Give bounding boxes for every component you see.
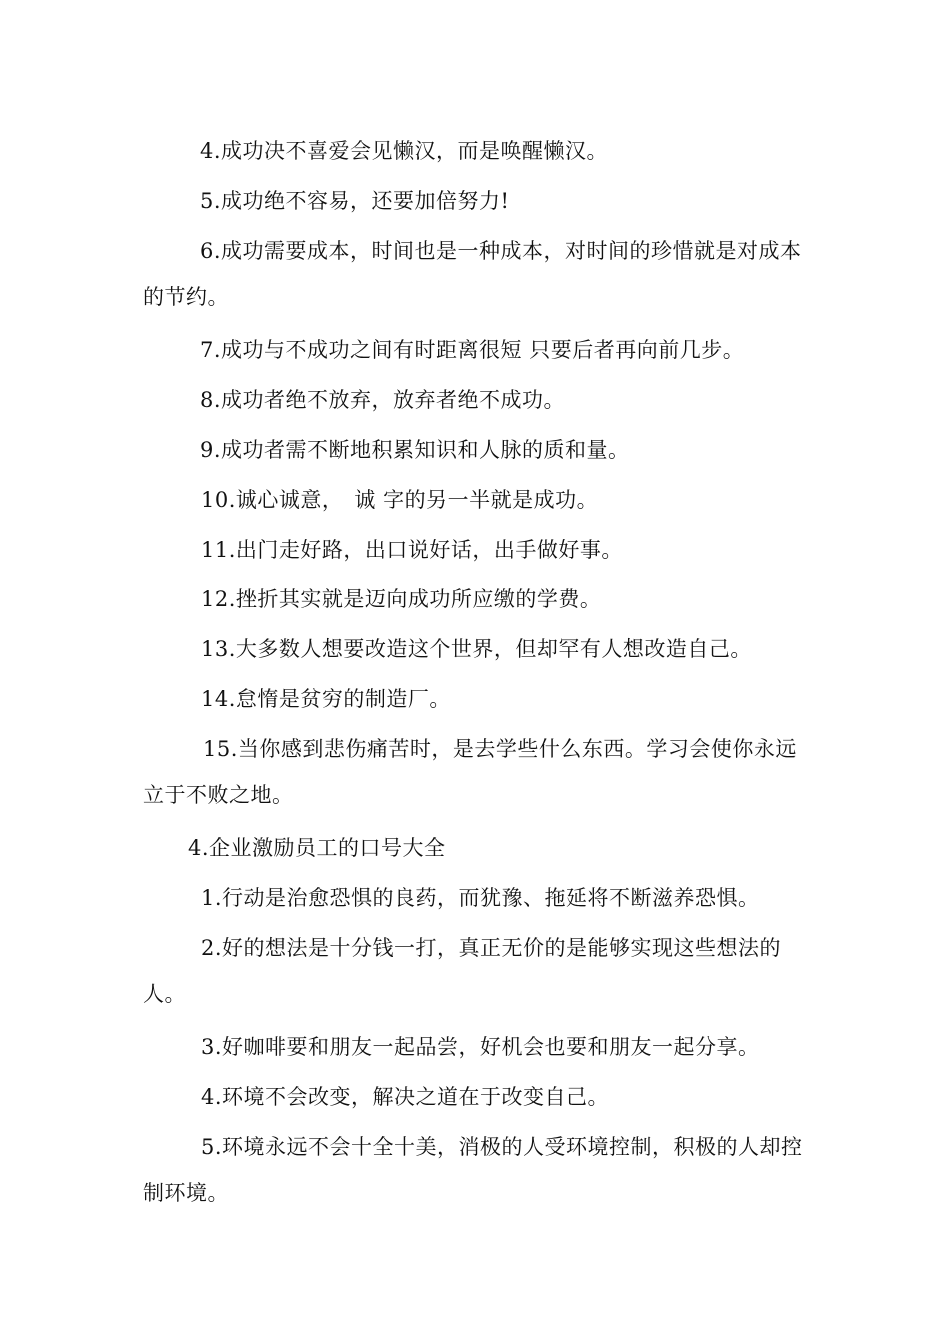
paragraph-17: 5.环境永远不会十全十美，消极的人受环境控制，积极的人却控制环境。 bbox=[143, 1135, 803, 1205]
paragraph-6: 9.成功者需不断地积累知识和人脉的质和量。 bbox=[200, 438, 630, 462]
paragraph-15: 3.好咖啡要和朋友一起品尝，好机会也要和朋友一起分享。 bbox=[201, 1035, 760, 1059]
paragraph-4: 7.成功与不成功之间有时距离很短 只要后者再向前几步。 bbox=[200, 338, 745, 362]
paragraph-8: 11.出门走好路，出口说好话，出手做好事。 bbox=[201, 538, 623, 562]
paragraph-5: 8.成功者绝不放弃，放弃者绝不成功。 bbox=[200, 388, 566, 412]
paragraph-16: 4.环境不会改变，解决之道在于改变自己。 bbox=[201, 1085, 610, 1109]
paragraph-3: 6.成功需要成本，时间也是一种成本，对时间的珍惜就是对成本的节约。 bbox=[143, 239, 802, 309]
paragraph-7: 10.诚心诚意， 诚 字的另一半就是成功。 bbox=[201, 488, 599, 512]
paragraph-11: 14.怠惰是贫穷的制造厂。 bbox=[201, 687, 451, 711]
paragraph-10: 13.大多数人想要改造这个世界，但却罕有人想改造自己。 bbox=[201, 637, 752, 661]
paragraph-12: 15.当你感到悲伤痛苦时，是去学些什么东西。学习会使你永远立于不败之地。 bbox=[143, 737, 797, 807]
paragraph-13: 1.行动是治愈恐惧的良药，而犹豫、拖延将不断滋养恐惧。 bbox=[201, 886, 760, 910]
paragraph-2: 5.成功绝不容易，还要加倍努力! bbox=[200, 189, 510, 213]
section-heading: 4.企业激励员工的口号大全 bbox=[188, 836, 446, 860]
paragraph-1: 4.成功决不喜爱会见懒汉，而是唤醒懒汉。 bbox=[200, 139, 609, 163]
paragraph-14: 2.好的想法是十分钱一打，真正无价的是能够实现这些想法的人。 bbox=[143, 936, 782, 1006]
paragraph-9: 12.挫折其实就是迈向成功所应缴的学费。 bbox=[201, 587, 602, 611]
